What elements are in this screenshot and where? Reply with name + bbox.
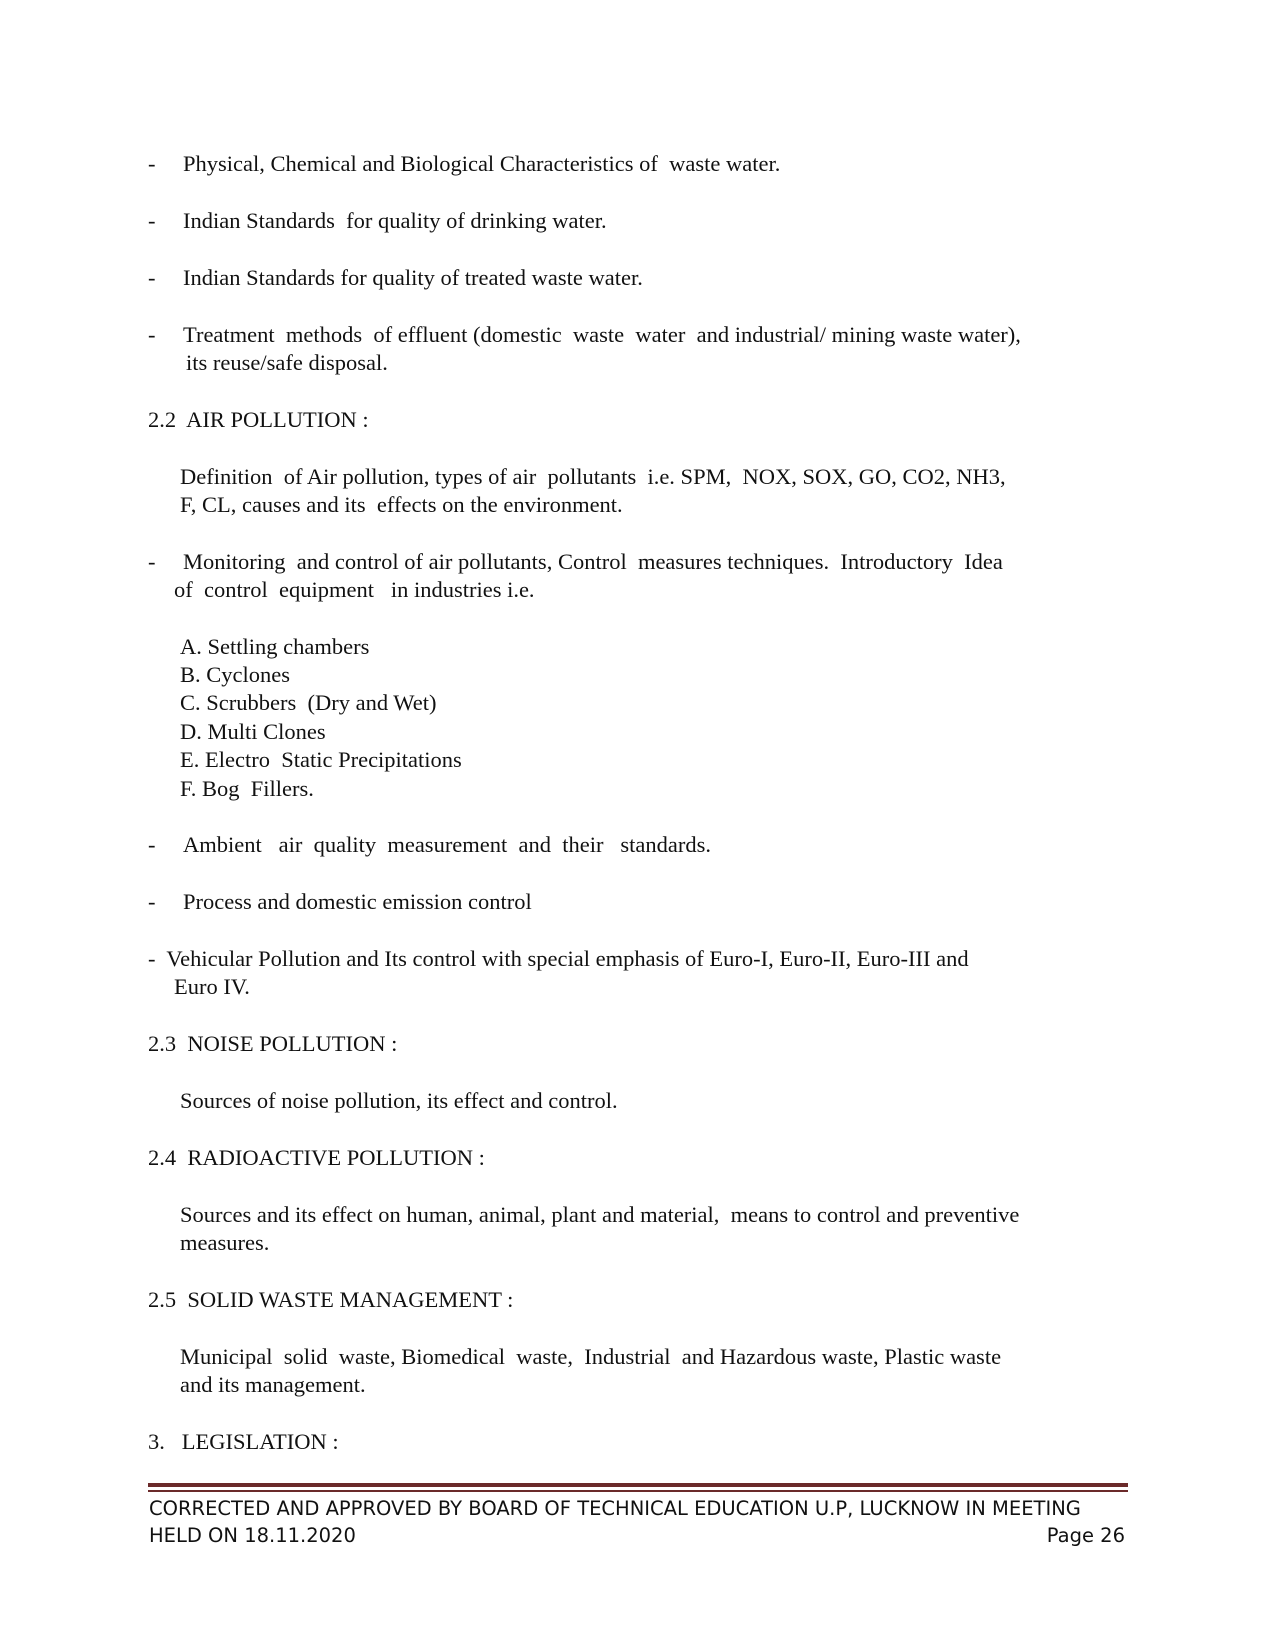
footer-rule-thin bbox=[148, 1490, 1128, 1492]
bullet-dash: - bbox=[148, 151, 156, 176]
equipment-item: E. Electro Static Precipitations bbox=[180, 747, 462, 772]
air-pollution-definition-line2: F, CL, causes and its effects on the environment. bbox=[180, 492, 623, 517]
footer-approval-line2: HELD ON 18.11.2020 bbox=[149, 1524, 356, 1547]
heading-solid-waste: 2.5 SOLID WASTE MANAGEMENT : bbox=[148, 1287, 514, 1312]
bullet-dash: - bbox=[148, 549, 156, 574]
solid-waste-body-line2: and its management. bbox=[180, 1372, 366, 1397]
bullet-emission-control: Process and domestic emission control bbox=[183, 889, 532, 914]
heading-air-pollution: 2.2 AIR POLLUTION : bbox=[148, 407, 369, 432]
page-number: Page 26 bbox=[1046, 1524, 1125, 1547]
bullet-vehicular-line2: Euro IV. bbox=[174, 974, 250, 999]
equipment-item: F. Bog Fillers. bbox=[180, 776, 314, 801]
equipment-item: D. Multi Clones bbox=[180, 719, 326, 744]
bullet-vehicular-line1: - Vehicular Pollution and Its control with special emphasis of Euro-I, Euro-II, Euro-III and bbox=[148, 946, 969, 971]
equipment-item: C. Scrubbers (Dry and Wet) bbox=[180, 690, 437, 715]
heading-legislation: 3. LEGISLATION : bbox=[148, 1429, 339, 1454]
bullet-treatment-line2: its reuse/safe disposal. bbox=[186, 350, 388, 375]
heading-radioactive-pollution: 2.4 RADIOACTIVE POLLUTION : bbox=[148, 1145, 485, 1170]
radioactive-body-line1: Sources and its effect on human, animal, plant and material, means to control and preventive bbox=[180, 1202, 1020, 1227]
noise-pollution-body: Sources of noise pollution, its effect and control. bbox=[180, 1088, 618, 1113]
air-pollution-definition-line1: Definition of Air pollution, types of air pollutants i.e. SPM, NOX, SOX, GO, CO2, NH3, bbox=[180, 464, 1006, 489]
bullet-drinking-water-standards: Indian Standards for quality of drinking water. bbox=[183, 208, 607, 233]
bullet-dash: - bbox=[148, 208, 156, 233]
footer-approval-line1: CORRECTED AND APPROVED BY BOARD OF TECHNICAL EDUCATION U.P, LUCKNOW IN MEETING bbox=[149, 1497, 1081, 1520]
bullet-monitoring-line2: of control equipment in industries i.e. bbox=[174, 577, 535, 602]
footer-rule-thick bbox=[148, 1483, 1128, 1487]
bullet-monitoring-line1: Monitoring and control of air pollutants, Control measures techniques. Introductory Idea bbox=[183, 549, 1003, 574]
bullet-dash: - bbox=[148, 832, 156, 857]
heading-noise-pollution: 2.3 NOISE POLLUTION : bbox=[148, 1031, 398, 1056]
radioactive-body-line2: measures. bbox=[180, 1230, 270, 1255]
bullet-ambient-air: Ambient air quality measurement and their standards. bbox=[183, 832, 711, 857]
bullet-dash: - bbox=[148, 322, 156, 347]
equipment-item: B. Cyclones bbox=[180, 662, 290, 687]
bullet-dash: - bbox=[148, 265, 156, 290]
bullet-dash: - bbox=[148, 889, 156, 914]
equipment-item: A. Settling chambers bbox=[180, 634, 370, 659]
bullet-treatment-line1: Treatment methods of effluent (domestic waste water and industrial/ mining waste water), bbox=[183, 322, 1021, 347]
solid-waste-body-line1: Municipal solid waste, Biomedical waste, Industrial and Hazardous waste, Plastic waste bbox=[180, 1344, 1002, 1369]
bullet-treated-water-standards: Indian Standards for quality of treated waste water. bbox=[183, 265, 643, 290]
bullet-characteristics: Physical, Chemical and Biological Characteristics of waste water. bbox=[183, 151, 781, 176]
